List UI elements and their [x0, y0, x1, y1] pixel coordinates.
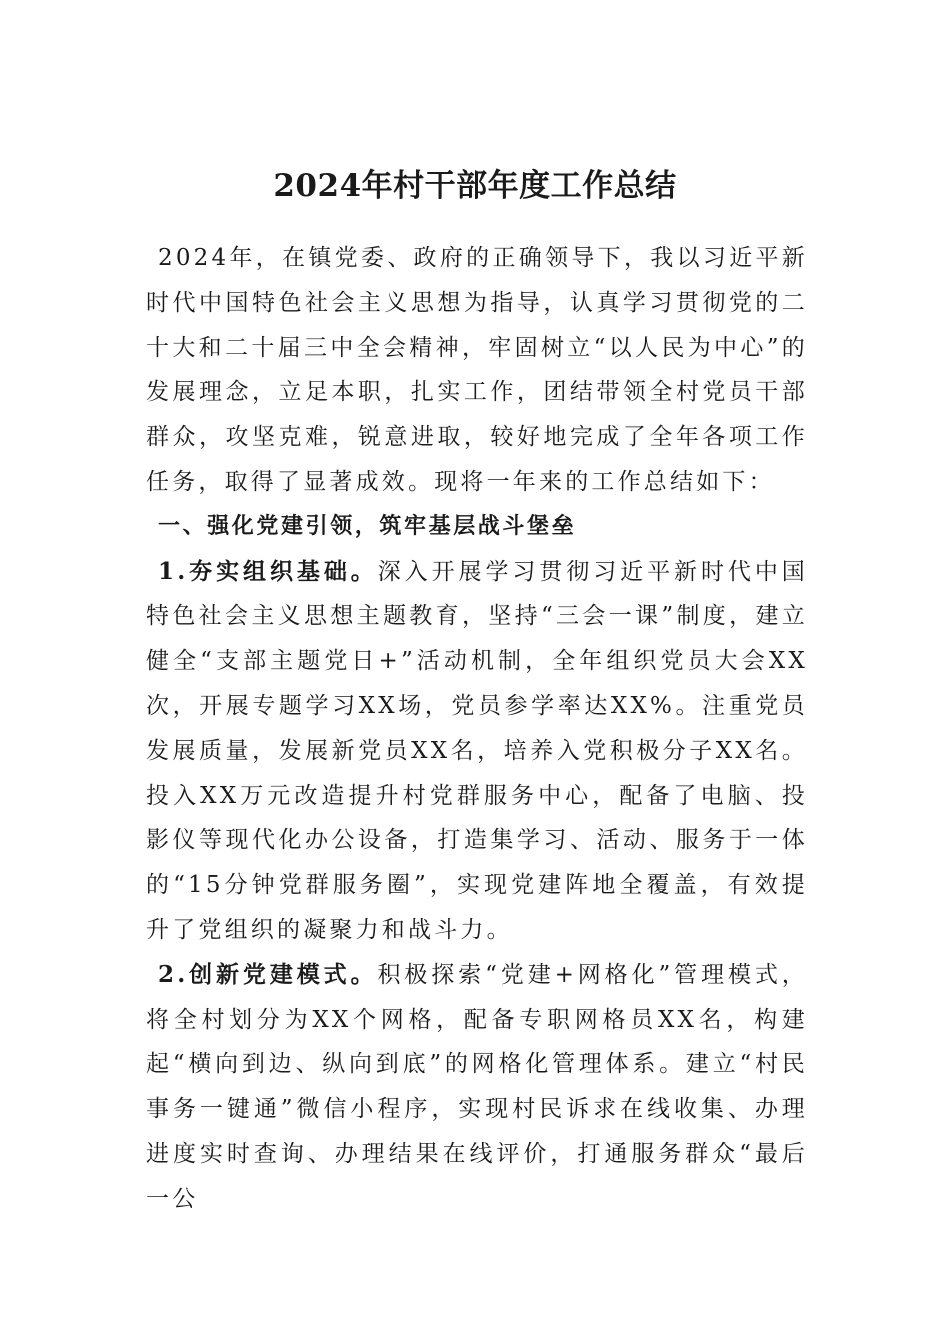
- item1-lead: 1.夯实组织基础。: [158, 557, 378, 585]
- section1-item1-paragraph: [146, 550, 808, 953]
- document-body: [146, 236, 808, 1222]
- section-heading: 一、强化党建引领，筑牢基层战斗堡垒: [158, 513, 577, 539]
- item1-text: 深入开展学习贯彻习近平新时代中国特色社会主义思想主题教育，坚持“三会一课”制度，建立健全“支部主题党日+”活动机制，全年组织党员大会XX次，开展专题学习XX场，党员参学率达XX%。注重党员发展质量，发展新党员XX名，培养入党积极分子XX名。投入XX万元改造提升村党群服务中心，配备了电脑、投影仪等现代化办公设备，打造集学习、活动、服务于一体的“15分钟党群服务圈”，实现党建阵地全覆盖，有效提升了党组织的凝聚力和战斗力。: [146, 558, 808, 943]
- section1-item2-paragraph: [146, 953, 808, 1222]
- item2-lead: 2.创新党建模式。: [158, 960, 378, 988]
- item2-text: 积极探索“党建+网格化”管理模式，将全村划分为XX个网格，配备专职网格员XX名，构建起“横向到边、纵向到底”的网格化管理体系。建立“村民事务一键通”微信小程序，实现村民诉求在线收集、办理进度实时查询、办理结果在线评价，打通服务群众“最后一公: [146, 961, 808, 1212]
- intro-paragraph: 2024年，在镇党委、政府的正确领导下，我以习近平新时代中国特色社会主义思想为指导，认真学习贯彻党的二十大和二十届三中全会精神，牢固树立“以人民为中心”的发展理念，立足本职，扎实工作，团结带领全村党员干部群众，攻坚克难，锐意进取，较好地完成了全年各项工作任务，取得了显著成效。现将一年来的工作总结如下：: [146, 245, 808, 495]
- document-title: 2024年村干部年度工作总结: [273, 168, 677, 204]
